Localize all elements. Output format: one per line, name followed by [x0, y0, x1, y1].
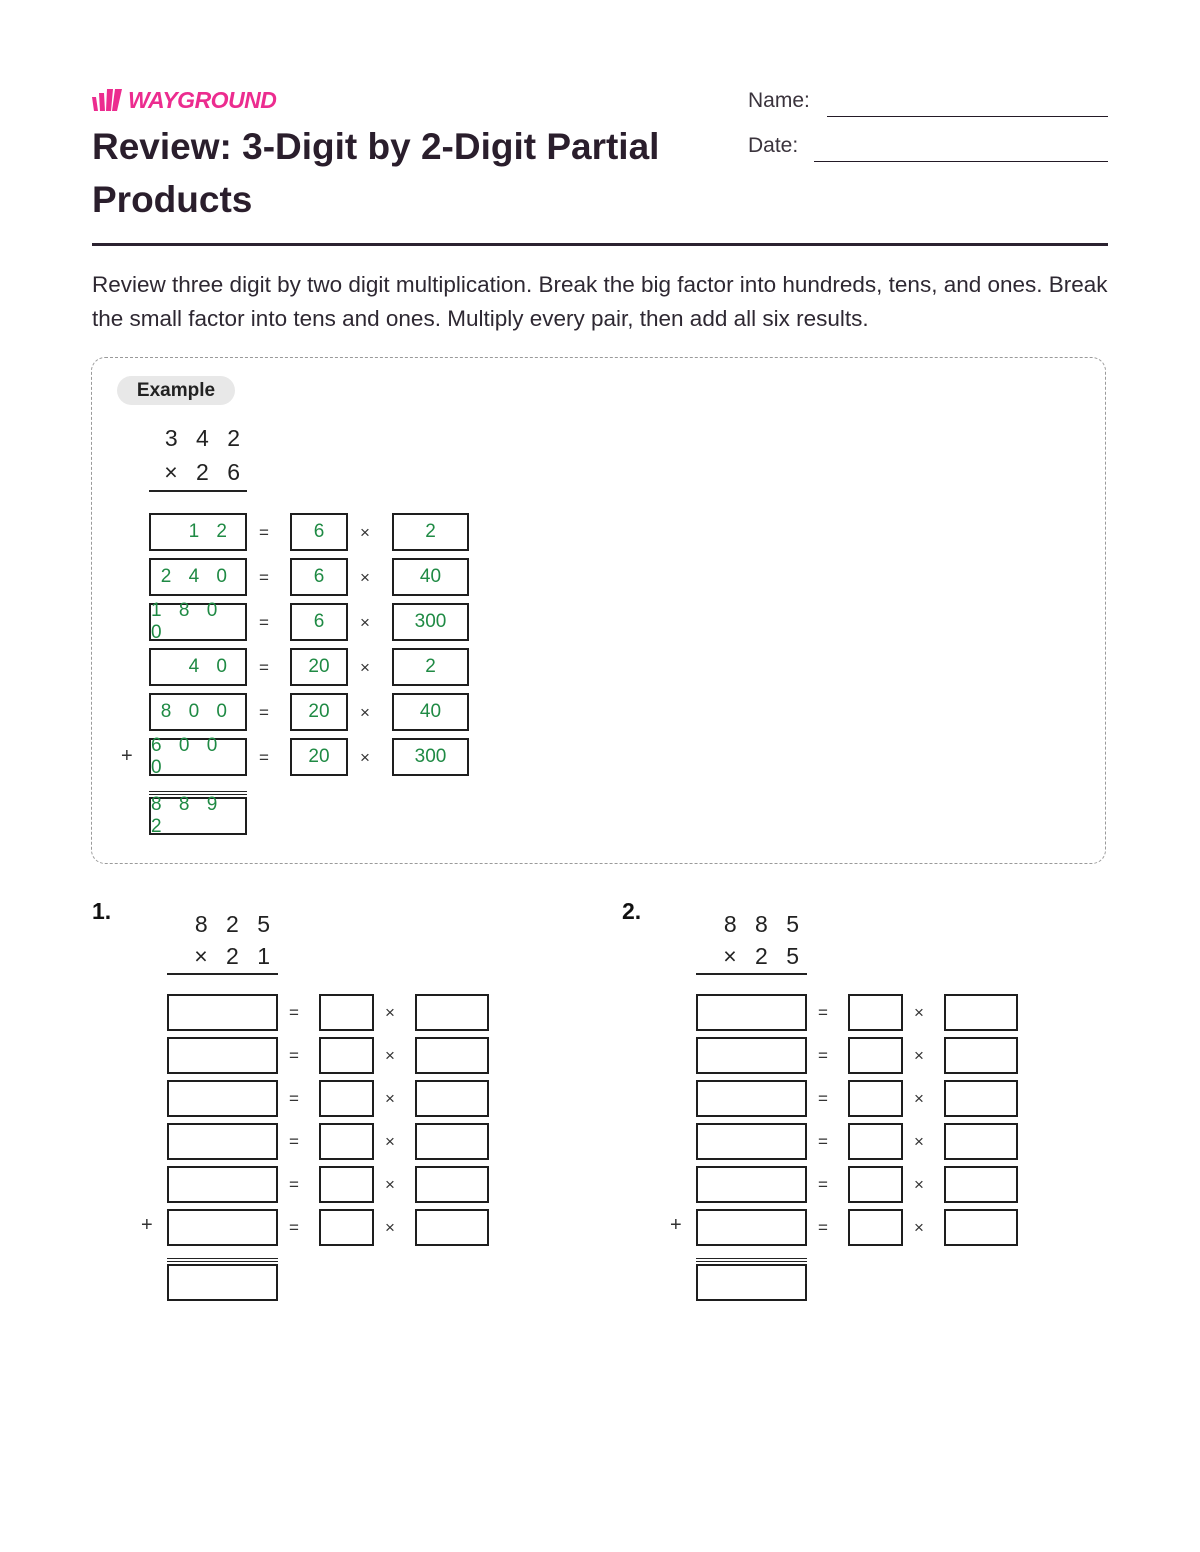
problem-2-factor-b-input[interactable] [944, 1037, 1018, 1074]
problem-2-factor-b-input[interactable] [944, 1209, 1018, 1246]
example-factor-b-box: 2 [392, 648, 469, 686]
example-factor-a-box: 20 [290, 648, 348, 686]
problem-1-plus-sign: + [141, 1214, 153, 1236]
times-sign: × [360, 523, 370, 542]
problem-1-factor-b-input[interactable] [415, 1080, 489, 1117]
problem-1-factor-b-input[interactable] [415, 1166, 489, 1203]
example-product-box: 8 0 0 [149, 693, 247, 731]
equals-sign: = [818, 1003, 828, 1022]
times-sign: × [914, 1089, 924, 1108]
example-factor-a-box: 6 [290, 603, 348, 641]
problem-1-factor-b-input[interactable] [415, 1123, 489, 1160]
problem-1-bottom-factor: × 2 1 [194, 943, 276, 969]
times-sign: × [385, 1089, 395, 1108]
problem-2-factor-b-input[interactable] [944, 1123, 1018, 1160]
name-label: Name: [748, 89, 810, 112]
example-factor-a-box: 20 [290, 738, 348, 776]
example-plus-sign: + [121, 745, 133, 767]
problem-1-factor-underline [167, 973, 278, 975]
problem-2-factor-a-input[interactable] [848, 1209, 903, 1246]
equals-sign: = [259, 613, 269, 632]
problem-1-factor-b-input[interactable] [415, 1037, 489, 1074]
equals-sign: = [259, 748, 269, 767]
page-title: Review: 3-Digit by 2-Digit Partial Products [92, 126, 660, 220]
example-factor-b-box: 300 [392, 738, 469, 776]
problem-1-total-input[interactable] [167, 1264, 278, 1301]
times-sign: × [914, 1003, 924, 1022]
equals-sign: = [259, 703, 269, 722]
wayground-logo-icon [92, 89, 122, 111]
example-product-box: 1 2 [149, 513, 247, 551]
problem-1-factor-a-input[interactable] [319, 1166, 374, 1203]
brand-logo [92, 86, 276, 114]
problem-2-factor-a-input[interactable] [848, 1080, 903, 1117]
problem-1-number: 1. [92, 898, 112, 924]
times-sign: × [385, 1003, 395, 1022]
times-sign: × [360, 568, 370, 587]
example-factor-b-box: 300 [392, 603, 469, 641]
problem-2-factor-underline [696, 973, 807, 975]
problem-2-factor-b-input[interactable] [944, 1080, 1018, 1117]
equals-sign: = [289, 1003, 299, 1022]
problem-1-product-input[interactable] [167, 1166, 278, 1203]
equals-sign: = [818, 1218, 828, 1237]
problem-2-number: 2. [622, 898, 642, 924]
problem-2-bottom-factor: × 2 5 [723, 943, 805, 969]
problem-2-product-input[interactable] [696, 1080, 807, 1117]
problem-2-factor-b-input[interactable] [944, 994, 1018, 1031]
times-sign: × [914, 1218, 924, 1237]
times-sign: × [360, 613, 370, 632]
example-factor-underline [149, 490, 247, 492]
equals-sign: = [818, 1046, 828, 1065]
problem-1-product-input[interactable] [167, 994, 278, 1031]
problem-2-factor-a-input[interactable] [848, 1037, 903, 1074]
example-factor-b-box: 40 [392, 558, 469, 596]
times-sign: × [385, 1218, 395, 1237]
problem-1-factor-a-input[interactable] [319, 1037, 374, 1074]
example-bottom-factor: × 2 6 [164, 459, 246, 485]
date-field[interactable] [814, 161, 1108, 162]
problem-2-product-input[interactable] [696, 1166, 807, 1203]
problem-2-product-input[interactable] [696, 1037, 807, 1074]
example-top-factor: 3 4 2 [164, 425, 246, 451]
problem-1-product-input[interactable] [167, 1209, 278, 1246]
example-badge: Example [117, 376, 235, 405]
problem-2-product-input[interactable] [696, 1209, 807, 1246]
equals-sign: = [818, 1089, 828, 1108]
problem-1-factor-a-input[interactable] [319, 1123, 374, 1160]
equals-sign: = [289, 1089, 299, 1108]
problem-1-product-input[interactable] [167, 1123, 278, 1160]
equals-sign: = [818, 1175, 828, 1194]
problem-1-sum-line [167, 1258, 278, 1262]
times-sign: × [385, 1046, 395, 1065]
problem-1-factor-b-input[interactable] [415, 1209, 489, 1246]
problem-1-factor-b-input[interactable] [415, 994, 489, 1031]
equals-sign: = [259, 568, 269, 587]
equals-sign: = [259, 658, 269, 677]
example-product-box: 1 8 0 0 [149, 603, 247, 641]
times-sign: × [385, 1175, 395, 1194]
problem-2-factor-a-input[interactable] [848, 1166, 903, 1203]
problem-2-total-input[interactable] [696, 1264, 807, 1301]
problem-2-plus-sign: + [670, 1214, 682, 1236]
problem-2-top-factor: 8 8 5 [723, 911, 805, 937]
example-product-box: 6 0 0 0 [149, 738, 247, 776]
problem-1-factor-a-input[interactable] [319, 1080, 374, 1117]
name-field[interactable] [827, 116, 1108, 117]
example-product-box: 4 0 [149, 648, 247, 686]
example-total-box: 8 8 9 2 [149, 797, 247, 835]
instructions: Review three digit by two digit multiplication. Break the big factor into hundreds, tens, and ones. Break the small factor into tens and ones. Multiply every pair, then add all six results. [92, 272, 1108, 331]
times-sign: × [914, 1046, 924, 1065]
problem-1-factor-a-input[interactable] [319, 994, 374, 1031]
problem-2-factor-a-input[interactable] [848, 994, 903, 1031]
example-factor-a-box: 20 [290, 693, 348, 731]
equals-sign: = [289, 1175, 299, 1194]
equals-sign: = [289, 1132, 299, 1151]
times-sign: × [360, 748, 370, 767]
problem-2-sum-line [696, 1258, 807, 1262]
times-sign: × [360, 703, 370, 722]
example-factor-a-box: 6 [290, 558, 348, 596]
equals-sign: = [259, 523, 269, 542]
times-sign: × [914, 1175, 924, 1194]
problem-1-product-input[interactable] [167, 1037, 278, 1074]
times-sign: × [360, 658, 370, 677]
example-product-box: 2 4 0 [149, 558, 247, 596]
date-label: Date: [748, 134, 799, 157]
times-sign: × [385, 1132, 395, 1151]
problem-1-product-input[interactable] [167, 1080, 278, 1117]
equals-sign: = [818, 1132, 828, 1151]
equals-sign: = [289, 1218, 299, 1237]
problem-1-top-factor: 8 2 5 [194, 911, 276, 937]
header-divider [92, 243, 1108, 246]
example-factor-b-box: 40 [392, 693, 469, 731]
times-sign: × [914, 1132, 924, 1151]
problem-1-factor-a-input[interactable] [319, 1209, 374, 1246]
problem-2-product-input[interactable] [696, 1123, 807, 1160]
example-factor-a-box: 6 [290, 513, 348, 551]
problem-2-factor-a-input[interactable] [848, 1123, 903, 1160]
problem-2-factor-b-input[interactable] [944, 1166, 1018, 1203]
example-factor-b-box: 2 [392, 513, 469, 551]
problem-2-product-input[interactable] [696, 994, 807, 1031]
equals-sign: = [289, 1046, 299, 1065]
brand-name: WAYGROUND [128, 86, 277, 113]
